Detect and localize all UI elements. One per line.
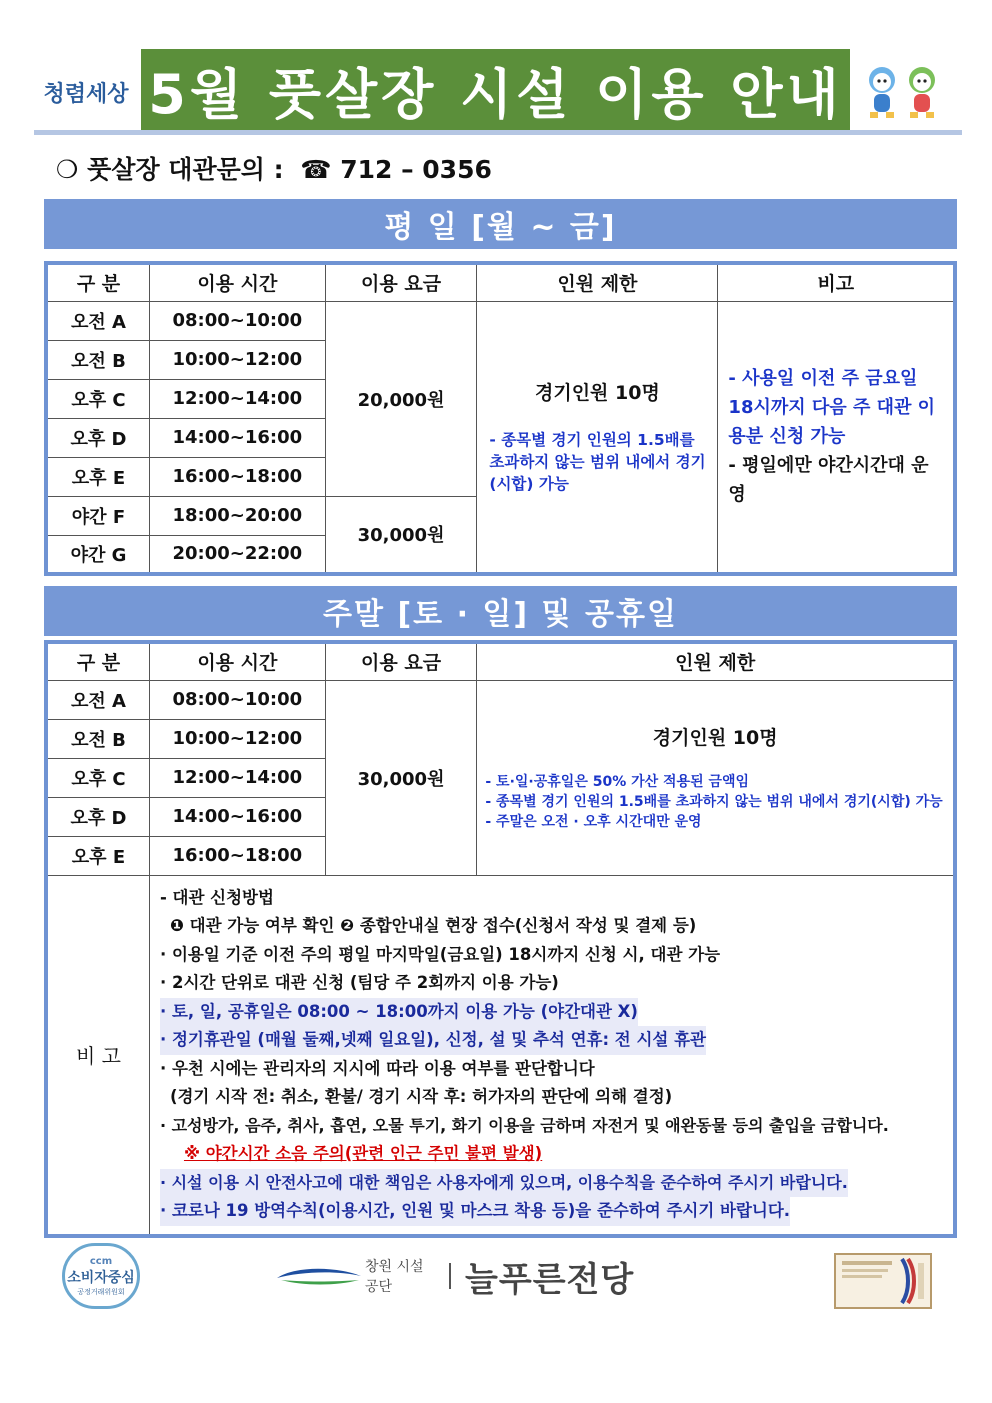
col-header-time: 이용 시간: [149, 642, 325, 680]
col-header-fee: 이용 요금: [325, 263, 477, 301]
slot-cell: 오후 E: [46, 457, 149, 496]
mascot-blue-icon: [869, 67, 895, 118]
slot-cell: 오후 D: [46, 418, 149, 457]
corp-name: 창원 시설공단: [365, 1259, 424, 1295]
table-row: [46, 680, 955, 719]
time-cell: 08:00~10:00: [149, 680, 325, 719]
time-cell: 20:00~22:00: [149, 535, 325, 574]
time-cell: 14:00~16:00: [149, 797, 325, 836]
col-header-limit: 인원 제한: [477, 642, 955, 680]
bullet-icon: ❍: [56, 155, 79, 184]
weekend-section-title: 주말 [토 · 일] 및 공휴일: [44, 586, 957, 636]
corp-logo: [275, 1243, 695, 1309]
col-header-slot: 구 분: [46, 642, 149, 680]
weekend-header-row: [46, 642, 955, 680]
note-line: · 정기휴관일 (매월 둘째,넷째 일요일), 신정, 설 및 추석 연휴: 전 시설 휴관: [160, 1026, 706, 1055]
cheongryeom-logo: 청렴세상: [43, 80, 129, 107]
note-line: · 코로나 19 방역수칙(이용시간, 인원 및 마스크 착용 등)을 준수하여 주시기 바랍니다.: [160, 1197, 790, 1226]
limit-note: - 종목별 경기 인원의 1.5배를 초과하지 않는 범위 내에서 경기(시합) 가능: [489, 431, 706, 494]
limit-cell: [477, 301, 718, 574]
weekend-table: [44, 640, 957, 1238]
slot-cell: 오후 C: [46, 758, 149, 797]
note-line: ❶ 대관 가능 여부 확인 ❷ 종합안내실 현장 접수(신청서 작성 및 결제 등): [169, 916, 697, 935]
note-line: · 고성방가, 음주, 취사, 흡연, 오물 투기, 화기 이용을 금하며 자전거 및 애완동물 등의 출입을 금합니다.: [159, 1115, 889, 1135]
note-line: · 이용일 기준 이전 주의 평일 마지막일(금요일) 18시까지 신청 시, 대관 가능: [159, 944, 721, 964]
time-cell: 18:00~20:00: [149, 496, 325, 535]
remarks-line-2: - 평일에만 야간시간대 운영: [728, 455, 929, 506]
time-cell: 10:00~12:00: [149, 340, 325, 379]
ccm-top-text: ccm: [89, 1255, 113, 1267]
contact-label: 풋살장 대관문의 :: [87, 155, 284, 184]
limit-note-3: - 주말은 오전 · 오후 시간대만 운영: [485, 814, 702, 830]
weekday-table: [44, 261, 957, 576]
note-line: · 2시간 단위로 대관 신청 (팀당 주 2회까지 이용 가능): [159, 973, 559, 992]
limit-main: 경기인원 10명: [534, 382, 660, 405]
col-header-remarks: 비고: [718, 263, 955, 301]
slot-cell: 야간 F: [46, 496, 149, 535]
fee-cell: 20,000원: [325, 301, 477, 496]
note-line: · 우천 시에는 관리자의 지시에 따라 이용 여부를 판단합니다: [159, 1058, 595, 1078]
limit-notes: [477, 772, 953, 832]
limit-note-2: - 종목별 경기 인원의 1.5배를 초과하지 않는 범위 내에서 경기(시합) 가능: [485, 794, 943, 810]
note-line: - 대관 신청방법: [159, 887, 274, 907]
slot-cell: 오전 A: [46, 301, 149, 340]
page-title: 5월 풋살장 시설 이용 안내: [141, 49, 850, 131]
col-header-fee: 이용 요금: [325, 642, 477, 680]
col-header-time: 이용 시간: [149, 263, 325, 301]
limit-note-1: - 토·일·공휴일은 50% 가산 적용된 금액임: [485, 774, 750, 790]
slot-cell: 오전 A: [46, 680, 149, 719]
mascot-green-icon: [909, 67, 935, 118]
corp-divider: [449, 1263, 451, 1289]
time-cell: 16:00~18:00: [149, 836, 325, 875]
slot-cell: 오후 D: [46, 797, 149, 836]
phone-number[interactable]: 712 – 0356: [340, 155, 492, 184]
ccm-main-text: 소비자중심: [67, 1269, 135, 1286]
notes-row: [46, 875, 955, 1236]
remarks-cell: [718, 301, 955, 574]
mascot-icons: [860, 62, 948, 122]
fee-cell-night: 30,000원: [325, 496, 477, 574]
ccm-sub-text: 공정거래위원회: [77, 1287, 125, 1296]
slot-cell: 오전 B: [46, 719, 149, 758]
award-badge-icon: [834, 1253, 932, 1309]
time-cell: 12:00~14:00: [149, 379, 325, 418]
contact-line: [56, 150, 492, 186]
ccm-logo: [62, 1243, 140, 1309]
swoosh-icon: [275, 1264, 363, 1288]
weekday-section-title: 평 일 [월 ~ 금]: [44, 199, 957, 249]
phone-icon: ☎: [300, 155, 332, 184]
slot-cell: 오후 E: [46, 836, 149, 875]
note-line: ※ 야간시간 소음 주의(관련 인근 주민 불편 발생): [183, 1144, 543, 1163]
limit-cell: [477, 680, 955, 875]
limit-main: 경기인원 10명: [652, 727, 778, 749]
notes-cell: [149, 875, 955, 1236]
note-line: · 토, 일, 공휴일은 08:00 ~ 18:00까지 이용 가능 (야간대관 X): [160, 998, 638, 1027]
time-cell: 12:00~14:00: [149, 758, 325, 797]
fee-cell: 30,000원: [325, 680, 477, 875]
slot-cell: 야간 G: [46, 535, 149, 574]
col-header-limit: 인원 제한: [477, 263, 718, 301]
weekday-header-row: [46, 263, 955, 301]
remarks-line-1: - 사용일 이전 주 금요일 18시까지 다음 주 대관 이용분 신청 가능: [728, 368, 936, 448]
brand-name: 늘푸른전당: [465, 1259, 635, 1300]
slot-cell: 오후 C: [46, 379, 149, 418]
note-line: · 시설 이용 시 안전사고에 대한 책임은 사용자에게 있으며, 이용수칙을 준수하여 주시기 바랍니다.: [160, 1169, 848, 1198]
notes-label: 비 고: [46, 875, 149, 1236]
header-divider: [34, 130, 962, 135]
time-cell: 08:00~10:00: [149, 301, 325, 340]
col-header-slot: 구 분: [46, 263, 149, 301]
table-row: [46, 301, 955, 340]
time-cell: 10:00~12:00: [149, 719, 325, 758]
note-line: (경기 시작 전: 취소, 환불/ 경기 시작 후: 허가자의 판단에 의해 결정): [169, 1087, 673, 1106]
slot-cell: 오전 B: [46, 340, 149, 379]
time-cell: 14:00~16:00: [149, 418, 325, 457]
time-cell: 16:00~18:00: [149, 457, 325, 496]
